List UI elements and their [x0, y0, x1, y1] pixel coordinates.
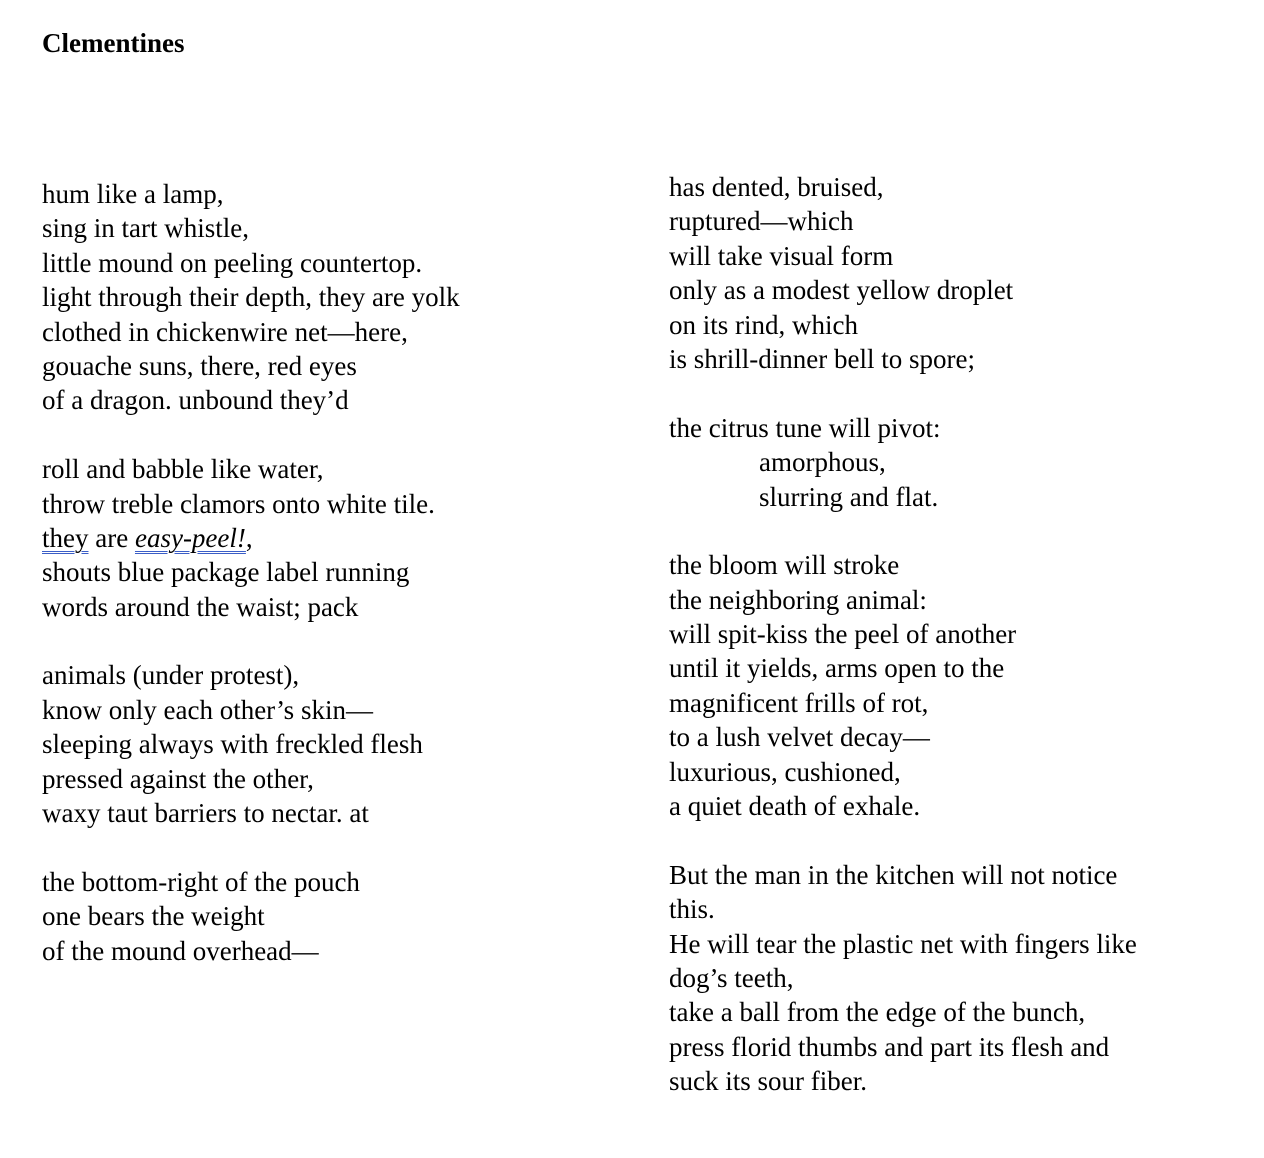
poem-line: light through their depth, they are yolk	[42, 282, 460, 313]
poem-line: gouache suns, there, red eyes	[42, 350, 357, 381]
poem-line: this.	[669, 894, 715, 925]
poem-line: sing in tart whistle,	[42, 213, 249, 244]
poem-line: of a dragon. unbound they’d	[42, 385, 349, 416]
poem-line: know only each other’s skin—	[42, 694, 373, 725]
poem-line: to a lush velvet decay—	[669, 722, 930, 753]
stanza-1	[42, 177, 460, 418]
poem-line: the bloom will stroke	[669, 550, 900, 581]
poem-line: But the man in the kitchen will not notice	[669, 859, 1118, 890]
poem-line: little mound on peeling countertop.	[42, 247, 423, 278]
stanza-4	[42, 865, 460, 968]
poem-line: has dented, bruised,	[669, 172, 884, 202]
poem-line: of the mound overhead—	[42, 935, 319, 966]
stanza-8	[669, 858, 1137, 1099]
spellcheck-flagged-word[interactable]: easy-peel!	[134, 522, 246, 553]
poem-line: luxurious, cushioned,	[669, 756, 901, 787]
poem-line: will take visual form	[669, 240, 894, 271]
stanza-7	[669, 548, 1137, 823]
line-text: ,	[245, 522, 253, 553]
poem-line-indented: amorphous,	[759, 447, 886, 478]
stanza-2	[42, 452, 460, 624]
poem-line: suck its sour fiber.	[669, 1066, 867, 1097]
poem-line: roll and babble like water,	[42, 454, 324, 485]
poem-line: sleeping always with freckled flesh	[42, 729, 423, 760]
poem-line: is shrill-dinner bell to spore;	[669, 343, 975, 374]
poem-line: waxy taut barriers to nectar. at	[42, 798, 369, 829]
poem-line: only as a modest yellow droplet	[669, 275, 1014, 306]
poem-left-column	[42, 177, 460, 968]
spellcheck-flagged-word[interactable]: they	[42, 522, 89, 553]
poem-line: animals (under protest),	[42, 660, 300, 691]
poem-line: press florid thumbs and part its flesh and	[669, 1031, 1110, 1062]
poem-line: dog’s teeth,	[669, 962, 794, 993]
poem-line: shouts blue package label running	[42, 557, 410, 588]
poem-line-easy-peel	[42, 521, 460, 555]
poem-line: until it yields, arms open to the	[669, 653, 1005, 684]
poem-line: throw treble clamors onto white tile.	[42, 488, 435, 519]
poem-line: will spit-kiss the peel of another	[669, 619, 1017, 650]
poem-line: one bears the weight	[42, 901, 265, 932]
poem-line: ruptured—which	[669, 206, 854, 237]
poem-line: words around the waist; pack	[42, 591, 359, 622]
poem-line: a quiet death of exhale.	[669, 791, 921, 822]
poem-line: He will tear the plastic net with fingers like	[669, 928, 1137, 959]
poem-line: magnificent frills of rot,	[669, 687, 929, 718]
poem-line: the bottom-right of the pouch	[42, 866, 360, 897]
poem-line: the citrus tune will pivot:	[669, 412, 941, 443]
poem-title: Clementines	[42, 28, 185, 58]
line-text: are	[88, 522, 135, 553]
poem-line: pressed against the other,	[42, 763, 314, 794]
poem-line-indented: slurring and flat.	[759, 481, 939, 512]
poem-line: take a ball from the edge of the bunch,	[669, 997, 1086, 1028]
stanza-3	[42, 658, 460, 830]
poem-right-column	[669, 170, 1137, 1099]
poem-line: clothed in chickenwire net—here,	[42, 316, 408, 347]
poem-line: hum like a lamp,	[42, 179, 224, 209]
stanza-6	[669, 411, 1137, 514]
poem-line: the neighboring animal:	[669, 584, 927, 615]
stanza-5	[669, 170, 1137, 376]
poem-line: on its rind, which	[669, 309, 858, 340]
